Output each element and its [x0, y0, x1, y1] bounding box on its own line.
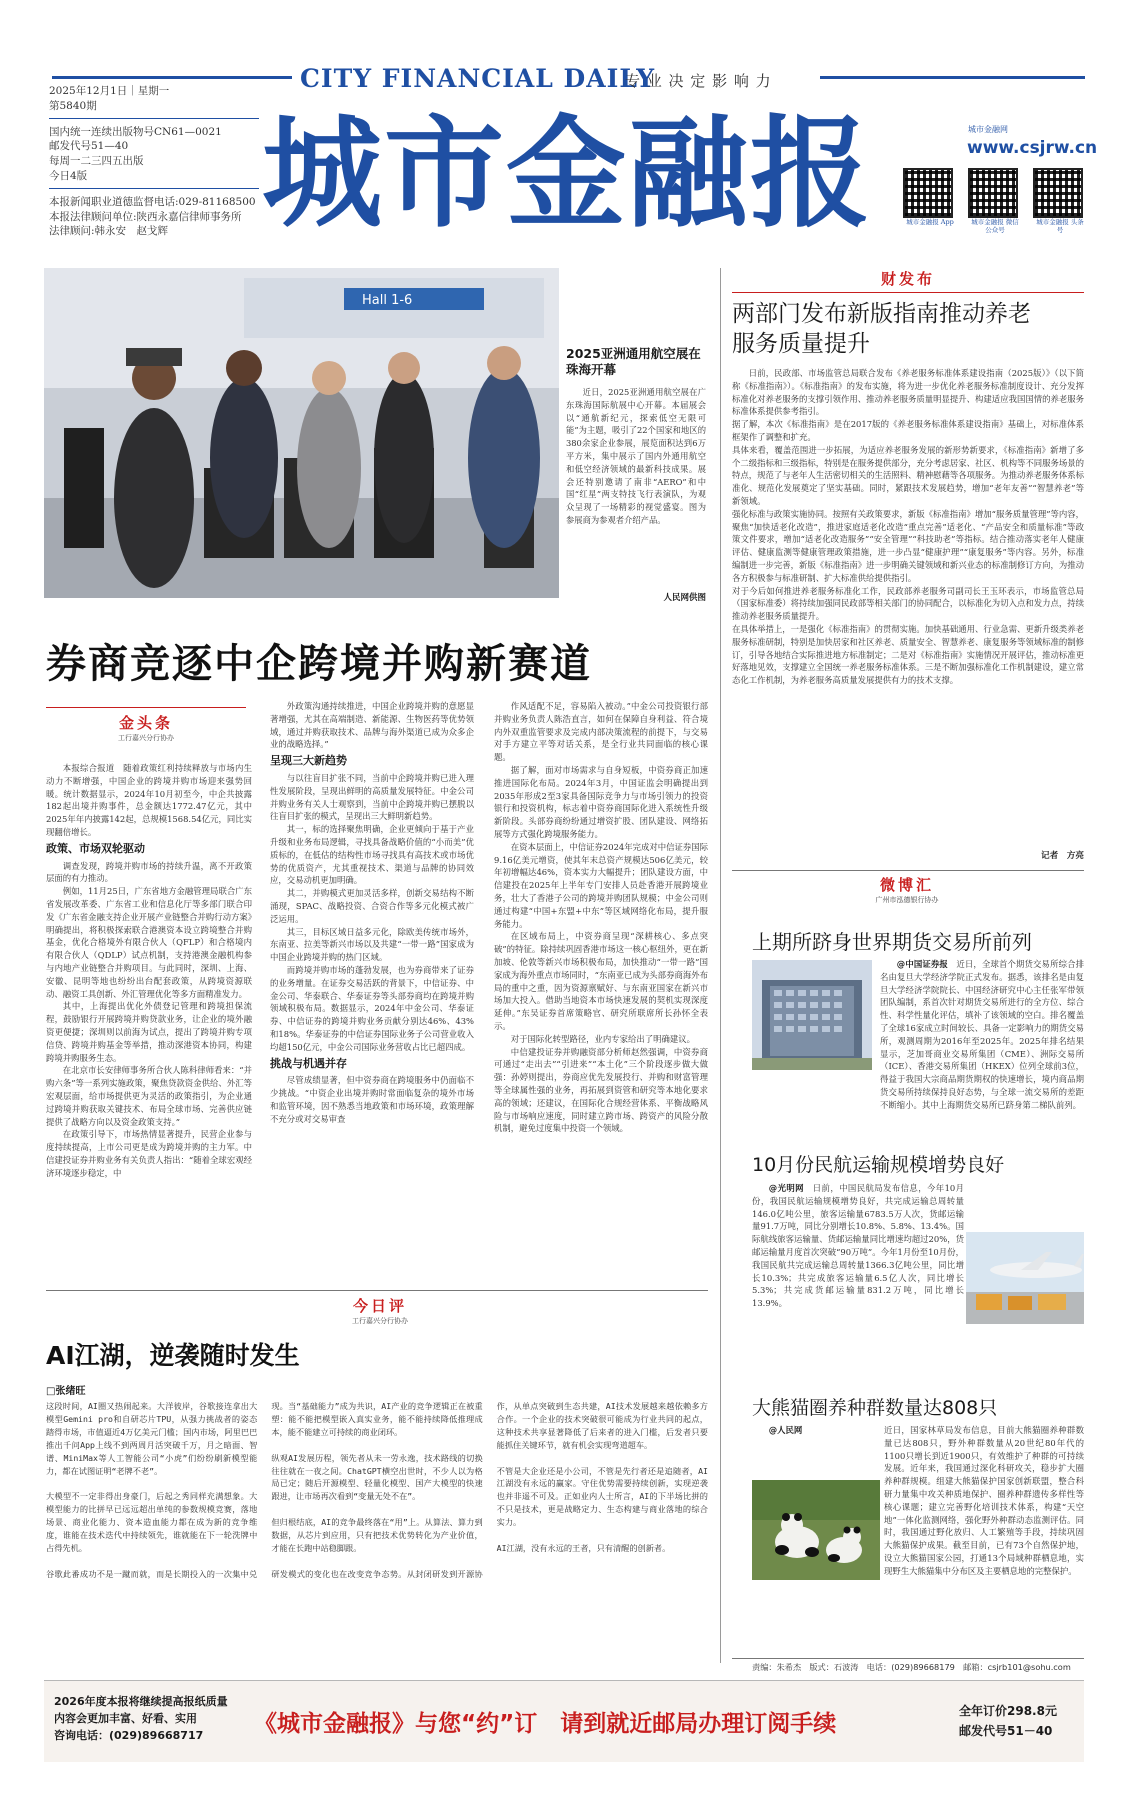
ai-column-tag — [280, 1295, 480, 1326]
ai-body: 这段时间，AI圈又热闹起来。大洋彼岸，谷歌接连拿出大模型Gemini pro和自研芯片TPU，从强力挑战者的姿态踏得市场，市值逼近4万亿美元门槛；国内市场，阿里巴巴推出千问App上线不到两周月活突破千万，月之暗面、智谱、MiniMax等人工智能公司“小虎”们纷纷刷新模型能力，都在试图证明“老牌不老”。 大模型不一定非得出身豪门，后起之秀同样充满想象。大模型能力的比拼早已远远超出单纯的参数规模竞赛，落地场景、商业化能力、资本造血能力都在成为新的竞争维度，谁能在技术迭代中持续领先，谁就能在下一轮洗牌中占得先机。 谷歌此番成功不是一蹴而就，而是长期投入的一次集中兑现。当“基础能力”成为共识，AI产业的竞争逻辑正在被重塑：能不能把模型嵌入真实业务，能不能持续降低推理成本，能不能建立可持续的商业闭环。 纵观AI发展历程，领先者从未一劳永逸，技术路线的切换往往就在一夜之间。ChatGPT横空出世时，不少人以为格局已定；随后开源模型、轻量化模型、国产大模型的快速跟进，让市场再次看到“变量无处不在”。 但归根结底，AI的竞争最终落在“用”上。从算法、算力到数据，从芯片到应用，只有把技术优势转化为产业价值，才能在长跑中站稳脚跟。 研发模式的变化也在改变竞争态势。从封闭研发到开源协作，从单点突破到生态共建，AI技术发展越来越依赖多方合作。一个企业的技术突破很可能成为行业共同的起点，这种技术共享显著降低了后来者的进入门槛，后发者只要能抓住关键环节，就有机会实现弯道超车。 不管是大企业还是小公司，不管是先行者还是追随者，AI江湖没有永远的赢家。守住优势需要持续创新，实现逆袭也并非遥不可及。正如业内人士所言，AI的下半场比拼的不只是技术，更是战略定力、生态构建与商业落地的综合实力。 AI江湖，没有永远的王者，只有清醒的创新者。 — [46, 1401, 708, 1579]
column-tag-text: 微博汇 — [879, 876, 934, 894]
lead-paragraph: 在政策引导下，市场热情显著提升，民营企业参与度持续提高，上市公司更是成为跨境并购的主力军。中信建投证券并购业务有关负责人指出：“随着全球宏观经济环境逐步稳定，中 — [46, 1129, 252, 1178]
lead-subhead: 政策、市场双轮驱动 — [46, 841, 145, 855]
issue-number: 第5840期 — [49, 99, 97, 112]
slogan: 专 业 决 定 影 响 力 — [625, 72, 772, 90]
banner-line: 内容会更加丰富、好看、实用 — [54, 1712, 197, 1725]
small-logo: 城市金融网 — [968, 125, 1008, 134]
column-divider — [720, 268, 721, 1663]
qr-code-icon — [968, 168, 1018, 218]
panda-source: @人民网 — [768, 1425, 803, 1435]
lead-paragraph: 其中，上海提出优化外债登记管理和跨境担保流程，鼓励银行开展跨境并购贷款业务，让企业的境外融资更便捷；深圳则以前海为试点，提出了跨境并购专项信贷、跨境并购基金等举措，推动深港资本协同，构建跨境并购服务生态。 — [46, 1001, 252, 1063]
policy-headline: 两部门发布新版指南推动养老服务质量提升 — [732, 301, 1031, 357]
lead-paragraph: 其一，标的选择聚焦明确，企业更倾向于基于产业升级和业务布局逻辑，寻找具备战略价值的“小而美”优质标的，在低估的结构性市场寻找具有高技术或市场优势的优质资产，尤其重视技术、渠道与品牌的协同效应，交易动机更加明确。 — [270, 824, 474, 886]
lead-paragraph: 其三，目标区域日益多元化，除欧美传统市场外，东南亚、拉美等新兴市场以及共建“一带一路”国家成为中国企业跨境并购的热门区域。 — [270, 926, 474, 963]
futures-headline: 上期所跻身世界期货交易所前列 — [752, 930, 1032, 954]
lead-column-tag — [46, 707, 246, 743]
english-title: CITY FINANCIAL DAILY — [300, 64, 656, 93]
photo-caption-block — [566, 346, 706, 603]
airshow-photo — [44, 268, 559, 598]
lead-paragraph: 在资本层面上，中信证券2024年完成对中信证券国际9.16亿美元增资，使其年末总资产规模达506亿美元，较年初增幅达46%，资本实力大幅提升；团队建设方面，中信建投在2025年上半年专门安排人员赴香港开展跨境业务，壮大了香港子公司的跨境并购团队规模；中金公司则通过构建“中国+东盟+中东”等区域网络化布局，提升服务能力。 — [494, 841, 708, 929]
lead-paragraph: 中信建投证券并购融资部分析师赵然强调，中资券商可通过“走出去”“引进来”“本土化”三个阶段逐步做大做强：孙婷则提出，券商应优先发展投行、并购和财富管理等全球属性强的业务，再拓展到资管和研究等本地化要求高的领域；还建议，在国际化合规经营体系、平衡战略风险与市场响应速度，同时建立跨市场、跨资产的风险分散机制，避免过度集中投资一个领域。 — [494, 1046, 708, 1134]
lead-column-2 — [270, 700, 474, 1272]
tag-rule — [732, 292, 1084, 293]
editor-line: 责编：朱希杰 版式：石波涛 电话：(029)89668179 邮箱：csjrb101@sohu.com — [752, 1662, 1071, 1672]
aviation-cargo-photo — [966, 1232, 1084, 1324]
ai-author: □张绪旺 — [46, 1386, 86, 1397]
lead-paragraph: 例如，11月25日，广东省地方金融管理局联合广东省发展改革委、广东省工业和信息化厅等多部门联合印发《广东省金融支持企业开展产业链整合并购行动方案》明确提出，将积极探索联合港澳资本设立跨境整合并购基金，优化合格境外有限合伙人（QFLP）和合格境内有限合伙人（QDLP）试点机制，支持港澳金融机构参与内地产业链整合并购项目。与此同时，深圳、上海、安徽、昆明等地也纷纷出台配套政策，从跨境资源联动、融资工具创新、外汇管理优化等多方面精准发力。 — [46, 886, 252, 999]
photo-caption-title: 2025亚洲通用航空展在珠海开幕 — [566, 346, 701, 377]
lead-paragraph: 作风适配不足，容易陷入被动。”中金公司投资银行部并购业务负责人陈浩直言，如何在保障自身利益、符合境内外双重监管要求及完成内部决策流程的前提下，与交易对手方建立平等对话关系，是全行业共同面临的核心课题。 — [494, 701, 708, 763]
header-rule-right — [820, 76, 1085, 79]
column-tag-text: 财发布 — [880, 270, 935, 288]
banner-price: 全年订价298.8元 — [959, 1704, 1057, 1718]
column-tag-text: 金头条 — [118, 714, 173, 732]
meta-divider — [49, 188, 259, 189]
banner-line: 2026年度本报将继续提高报纸质量 — [54, 1695, 228, 1708]
hall-banner-text: Hall 1-6 — [362, 293, 413, 308]
policy-article — [732, 268, 1084, 861]
lead-column-3 — [494, 700, 708, 1272]
issue-date: 2025年12月1日 — [49, 85, 128, 97]
issue-weekday: 星期一 — [137, 85, 170, 97]
legal-counsel: 本报法律顾问单位:陕西永嘉信律师事务所 — [49, 210, 242, 223]
banner-line: 咨询电话：(029)89668717 — [54, 1729, 204, 1742]
column-tag-text: 今日评 — [352, 1297, 407, 1315]
website-link[interactable]: www.csjrw.cn — [967, 138, 1098, 158]
aviation-body — [752, 1182, 964, 1376]
column-sub-text: 广州市泓德银行协办 — [875, 896, 939, 904]
photo-credit: 人民网供图 — [663, 593, 706, 603]
panda-photo — [752, 1480, 880, 1580]
column-sub-text: 工行嘉兴分行协办 — [118, 734, 174, 742]
section-divider — [732, 1658, 1084, 1659]
lead-paragraph: 尽管成绩显著，但中资券商在跨境服务中仍面临不少挑战。“中资企业出境并购时常面临复杂的境外市场和监管环境，因不熟悉当地政策和市场环境，政策理解不充分或对交易审查 — [270, 1075, 474, 1124]
frequency: 每周一二三四五出版 — [49, 155, 144, 168]
qr-label: 城市金融报 App — [906, 218, 954, 226]
lead-headline: 券商竞逐中企跨境并购新赛道 — [46, 641, 592, 687]
futures-text: 近日，全球首个期货交易所综合排名由复旦大学经济学院正式发布。据悉，该排名是由复旦大学经济学院院长、中国经济研究中心主任张军带领团队编制，系首次针对期货交易所进行的全方位、综合性、科学性量化评估，填补了该领域的空白。排名覆盖了全球16家成立时间较长、具备一定影响力的期货交易所，观测周期为2016年至2025年。2025年排名结果显示，芝加哥商业交易所集团（CME）、洲际交易所（ICE）、香港交易所集团（HKEX）位列全球前3位，得益于我国大宗商品期货期权的快速增长，境内商品期货交易所持续保持良好态势，与全球一流交易所的差距不断缩小。其中上海期货交易所已跻身第二梯队前列。 — [880, 959, 1084, 1110]
lead-subhead: 挑战与机遇并存 — [270, 1056, 347, 1070]
lead-paragraph: 而跨境并购市场的蓬勃发展，也为券商带来了证券的业务增量。在证券交易活跃的背景下，中信证券、中金公司、华泰联合、华泰证券等头部券商均在跨境并购领域积极布局。数据显示，2024年中金公司、华泰证券、中信证券的跨境并购业务贡献分别达46%、43%和18%。华泰证券的中信证券国际业务子公司营业收入均超150亿元，中金公司国际业务营收占比已超四成。 — [270, 964, 474, 1052]
banner-slogan: 《城市金融报》与您“约”订 请到就近邮局办理订阅手续 — [254, 1711, 837, 1737]
panda-body: 近日，国家林草局发布信息，目前大熊猫圈养种群数量已达808只，野外种群数量从20世纪80年代的1100只增长到近1900只，有效维护了种群的可持续发展。近年来，我国通过深化科研攻关，稳步扩大圈养种群规模。组建大熊猫保护国家创新联盟，整合科研力量集中攻关种质地保护、圈养种群遗传多样性等核心课题；建立完善野化培训技术体系，构建“天空地”一体化监测网络，强化野外种群动态监测评估。同时，我国通过野化放归、人工繁殖等手段，持续巩固大熊猫保护成果。截至目前，已有73个自然保护地，设立大熊猫国家公园，打通13个局域种群栖息地，实现野生大熊猫集中分布区及主要栖息地的完整保护。 — [884, 1425, 1084, 1576]
policy-credit: 记者 方亮 — [1041, 851, 1084, 861]
qr-wechat[interactable] — [968, 168, 1022, 234]
futures-source: @中国证券报 — [896, 959, 948, 969]
lead-paragraph: 与以往盲目扩张不同，当前中企跨境并购已进入理性发展阶段，呈现出鲜明的高质量发展特征。中金公司并购业务有关人士观察到，当前中企跨境并购已摆脱以往盲目扩张的模式，呈现出三大鲜明新趋势。 — [270, 772, 474, 822]
panda-headline: 大熊猫圈养种群数量达808只 — [752, 1397, 998, 1419]
meta-divider — [49, 118, 259, 119]
qr-code-icon — [1033, 168, 1083, 218]
lead-paragraph: 在区域布局上，中资券商呈现“深耕核心、多点突破”的特征。除持续巩固香港市场这一核心枢纽外，更在新加坡、伦敦等新兴市场积极布局，加快推动“一带一路”国家成为海外重点市场同时，“东南亚已成为头部券商海外布局的重中之重，因为资源禀赋好、与东南亚国家在新兴市场加大投入。借助当地资本市场快速发展的契机实现深度延伸。”东吴证券首席策略官、研究所联席所长孙怀全表示。 — [494, 931, 708, 1031]
lead-paragraph: 其二，并购模式更加灵活多样，创新交易结构不断涌现，SPAC、战略投资、合资合作等多元化模式被广泛运用。 — [270, 888, 474, 924]
cn-number: 国内统一连续出版物号CN61—0021 — [49, 125, 222, 138]
page-count: 今日4版 — [49, 169, 88, 182]
tag-rule — [46, 707, 246, 708]
aviation-source: @光明网 — [768, 1183, 804, 1193]
futures-body — [880, 958, 1084, 1134]
photo-caption-text: 近日，2025亚洲通用航空展在广东珠海国际航展中心开幕。本届展会以“通航新纪元，探索低空无限可能”为主题，吸引了22个国家和地区的380余家企业参展，展览面积达到6万平方米，集中展示了国内外通用航空和低空经济领域的最新科技成果。展会还特别邀请了南非“AERO”和中国“红星”两支特技飞行表演队，为观众呈现了一场精彩的视觉盛宴。图为参展商为参观者介绍产品。 — [566, 387, 706, 525]
issue-info: 2025年12月1日｜星期一 第5840期 国内统一连续出版物号CN61—0021 邮发代号51—40 每周一二三四五出版 今日4版 本报新闻职业道德监督电话:029-81168500 本报法律顾问单位:陕西永嘉信律师事务所 法律顾问:韩永安 赵戈辉 — [49, 84, 259, 239]
lead-paragraph: 在北京市长安律师事务所合伙人陈科律师看来：“并购六条”等一系列实施政策，聚焦贷款资金供给、外汇等宏观层面，给市场提供更为灵活的政策指引，为企业通过跨境并购获取关键技术、布局全球市场、完善供应链提供了战略方向以及资金政策支持。” — [46, 1065, 252, 1127]
subscription-banner[interactable] — [44, 1680, 1084, 1762]
lead-paragraph: 据了解，面对市场需求与自身短板，中资券商正加速推进国际化布局。2024年3月，中国证监会明确提出到2035年形成2至3家具备国际竞争力与市场引领力的投资银行和投资机构，标志着中资券商国际化进入系统性升级新阶段。头部券商纷纷通过增资扩股、团队建设、网络拓展等方式强化跨境服务能力。 — [494, 764, 708, 839]
qr-toutiao[interactable] — [1033, 168, 1087, 234]
futures-column-tag — [832, 874, 982, 905]
futures-building-photo — [752, 960, 872, 1070]
banner-left — [54, 1693, 228, 1744]
qr-label: 城市金融报 微信公众号 — [971, 218, 1019, 234]
qr-label: 城市金融报 头条号 — [1036, 218, 1084, 234]
banner-postal: 邮发代号51－40 — [959, 1724, 1053, 1738]
lead-column-1 — [46, 762, 252, 1272]
postal-code: 邮发代号51—40 — [49, 140, 129, 153]
lead-paragraph: 调查发现，跨境并购市场的持续升温，离不开政策层面的有力推动。 — [46, 860, 252, 884]
section-divider — [46, 1290, 708, 1291]
aviation-text: 日前，中国民航局发布信息，今年10月份，我国民航运输规模增势良好，共完成运输总周转量146.0亿吨公里，旅客运输量6783.5万人次，货邮运输量91.7万吨，同比分别增长10.8%、5.8%、13.4%。国际航线旅客运输量、货邮运输量同比增速均超过20%，货邮运输量月度首次突破“90万吨”。今年1月份至10月份，我国民航共完成运输总周转量1366.3亿吨公里，同比增长10.3%；共完成旅客运输量6.5亿人次，同比增长5.3%；共完成货邮运输量831.2万吨，同比增长13.9%。 — [752, 1183, 964, 1309]
ai-headline: AI江湖，逆袭随时发生 — [46, 1341, 300, 1370]
policy-body: 日前，民政部、市场监管总局联合发布《养老服务标准体系建设指南（2025版）》（以下简称《标准指南》）。《标准指南》的发布实施，将为进一步优化养老服务标准制度设计、充分发挥标准化对养老服务的支撑引领作用、推动养老服务质量明显提升、构建适应我国国情的养老服务标准体系提供参考指引。 据了解，本次《标准指南》是在2017版的《养老服务标准体系建设指南》基础上，对标准体系框架作了调整和扩充。 具体来看，覆盖范围进一步拓展，为适应养老服务发展的新形势新要求，《标准指南》新增了多个二级指标和三级指标，特别是在服务提供部分，充分考虑居家、社区、机构等不同服务场景的特点，规范了与老年人生活密切相关的生活照料、精神慰藉等各项服务。为推动养老服务体系标准化、规范化发展奠定了坚实基础。同时，紧跟技术发展趋势，增加“老年友善”“智慧养老”等新领域。 强化标准与政策实施协同。按照有关政策要求，新版《标准指南》增加“服务质量管理”等内容，聚焦“加快适老化改造”，推进家庭适老化改造“重点完善”适老化、“产品安全和质量标准”等政策文件要求，增加“适老化改造服务”“安全管理”“科技助老”等指标。结合推动落实老年人健康评估、健康监测等健康管理政策措施，进一步凸显“健康护理”“康复服务”等内容。另外，标准编制进一步完善，新版《标准指南》进一步明确关键领域和新兴业态的标准制修订方向，为推动各方积极参与标准研制、扩大标准供给提供指引。 对于今后如何推进养老服务标准化工作，民政部养老服务司副司长王玉环表示，市场监管总局（国家标准委）将持续加强同民政部等相关部门的协同配合，以标准化为切入点和发力点，持续推动养老服务质量提升。 在具体举措上，一是强化《标准指南》的贯彻实施。加快基础通用、行业急需、更新升级类养老服务标准研制，特别是加快居家和社区养老、质量安全、智慧养老、康复服务等领域标准的制修订，引导各地结合实际推进地方标准制定；二是对《标准指南》实施情况开展评估，推动标准更好落地见效，支撑建立全国统一养老服务标准体系。三是不断加强标准化工作机制建设，建立常态化工作机制，为养老服务高质量发展提供有力的技术支撑。 — [732, 368, 1084, 686]
header-rule-left — [52, 76, 292, 79]
lead-subhead: 呈现三大新趋势 — [270, 754, 347, 768]
lead-paragraph: 本报综合报道 随着政策红利持续释放与市场内生动力不断增强，中国企业的跨境并购市场迎来强势回暖。统计数据显示，2024年10月初至今，中企共披露182起出境并购事件，总金额达1772.47亿元，其中2025年年内披露142起，总规模1568.54亿元，同比实现翻倍增长。 — [46, 763, 252, 837]
section-divider — [732, 870, 1084, 871]
masthead: 城市金融报 — [262, 103, 872, 244]
qr-app[interactable] — [903, 168, 957, 226]
banner-right — [959, 1701, 1057, 1741]
qr-code-icon — [903, 168, 953, 218]
lead-paragraph: 外政策沟通持续推进，中国企业跨境并购的意愿显著增强，尤其在高端制造、新能源、生物医药等优势领域，通过并购获取技术、品牌与海外渠道已成为众多企业的战略选择。” — [270, 701, 474, 750]
lawyers: 法律顾问:韩永安 赵戈辉 — [49, 225, 169, 238]
lead-paragraph: 对于国际化转型路径，业内专家给出了明确建议。 — [510, 1033, 696, 1044]
hotline: 本报新闻职业道德监督电话:029-81168500 — [49, 195, 256, 208]
column-sub-text: 工行嘉兴分行协办 — [352, 1317, 408, 1325]
aviation-headline: 10月份民航运输规模增势良好 — [752, 1154, 1005, 1176]
